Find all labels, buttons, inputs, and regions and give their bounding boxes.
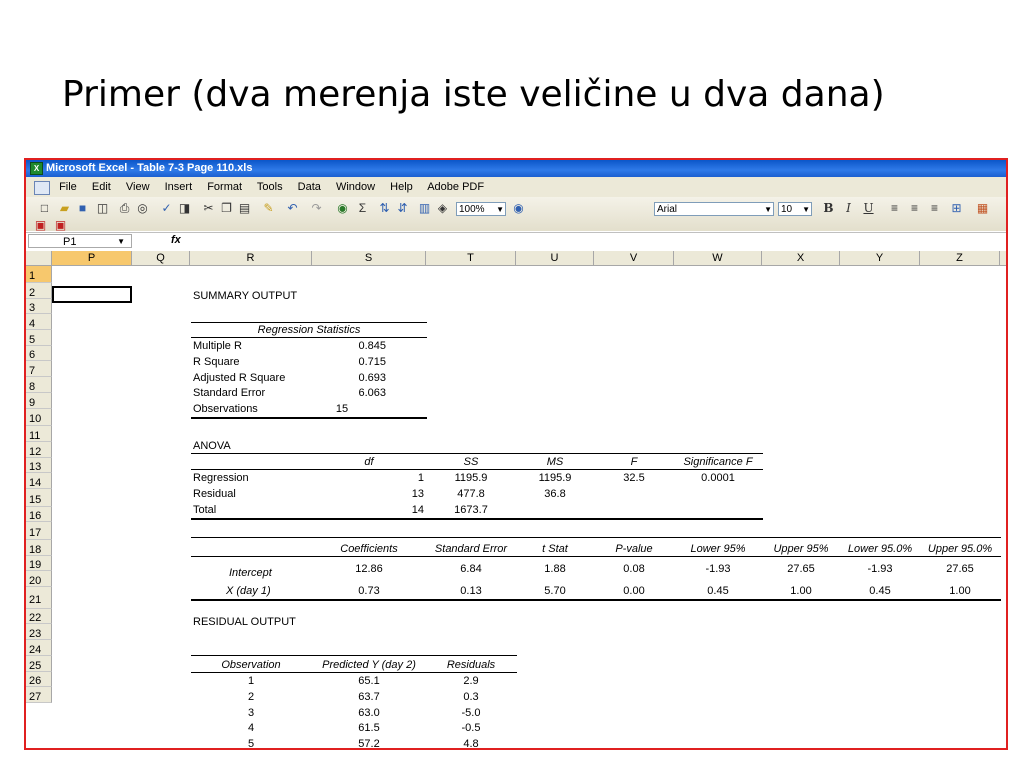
spreadsheet-grid[interactable] (26, 251, 1006, 748)
column-header[interactable]: X (762, 251, 840, 266)
anova-header: SS (463, 456, 479, 468)
zoom-value: 100% (459, 204, 485, 215)
excel-app-icon: X (30, 162, 43, 175)
column-header[interactable]: W (674, 251, 762, 266)
drawing-icon[interactable]: ◈ (437, 201, 448, 215)
residual-pred: 63.0 (358, 707, 380, 719)
underline-button[interactable]: U (863, 201, 874, 215)
autosum-icon[interactable]: Σ (358, 201, 367, 215)
anova-ms: 1195.9 (538, 472, 572, 484)
merge-center-icon[interactable]: ⊞ (951, 201, 962, 215)
row-header[interactable]: 26 (26, 672, 52, 687)
currency-icon[interactable]: ▦ (976, 201, 989, 215)
fx-icon[interactable]: fx (171, 234, 181, 246)
coef-value: -1.93 (867, 563, 893, 575)
menu-bar (26, 177, 1006, 197)
anova-row-label: Regression (193, 472, 249, 484)
reg-stat-label: Standard Error (193, 387, 266, 399)
coef-header: Coefficients (340, 543, 398, 555)
table-rule (191, 417, 427, 419)
coef-value: 6.84 (460, 563, 482, 575)
formula-bar (26, 232, 1006, 252)
coef-header: t Stat (542, 543, 568, 555)
row-header[interactable]: 16 (26, 507, 52, 522)
redo-icon[interactable]: ↷ (311, 201, 322, 215)
coef-row-label: Intercept (229, 567, 272, 579)
row-header[interactable]: 7 (26, 361, 52, 377)
anova-title: ANOVA (193, 440, 231, 452)
row-header[interactable]: 5 (26, 330, 52, 346)
table-rule (191, 469, 763, 470)
column-header[interactable]: Z (920, 251, 1000, 266)
anova-header: F (630, 456, 638, 468)
residual-value: -0.5 (461, 722, 481, 734)
row-header[interactable]: 20 (26, 571, 52, 587)
row-header[interactable]: 13 (26, 458, 52, 473)
coef-value: 1.88 (544, 563, 566, 575)
column-header-partial[interactable] (1000, 251, 1008, 266)
copy-icon[interactable]: ❐ (221, 201, 232, 215)
anova-df: 13 (411, 488, 424, 500)
anova-ss: 477.8 (457, 488, 485, 500)
anova-ms: 36.8 (544, 488, 566, 500)
name-box-value: P1 (63, 236, 77, 248)
reg-stat-label: Multiple R (193, 340, 242, 352)
reg-stat-label: R Square (193, 356, 240, 368)
menu-data[interactable]: Data (297, 181, 321, 193)
coef-value: -1.93 (705, 563, 731, 575)
coef-value: 0.13 (460, 585, 482, 597)
row-header[interactable]: 11 (26, 426, 52, 442)
reg-stat-value: 0.693 (358, 372, 386, 384)
reg-stats-header: Regression Statistics (257, 324, 361, 336)
column-header[interactable]: V (594, 251, 674, 266)
coef-value: 27.65 (946, 563, 974, 575)
table-rule (191, 599, 1001, 601)
table-rule (191, 655, 517, 656)
row-header[interactable]: 1 (26, 266, 52, 283)
row-header[interactable]: 10 (26, 409, 52, 426)
menu-format[interactable]: Format (207, 181, 243, 193)
table-rule (191, 453, 763, 454)
menu-file[interactable]: File (59, 181, 77, 193)
menu-tools[interactable]: Tools (256, 181, 283, 193)
coef-header: Lower 95% (690, 543, 746, 555)
summary-title: SUMMARY OUTPUT (193, 290, 298, 302)
anova-header: Significance F (683, 456, 753, 468)
residual-obs: 2 (247, 691, 255, 703)
save-icon[interactable]: ■ (78, 201, 87, 215)
anova-row-label: Total (193, 504, 217, 516)
chevron-down-icon: ▼ (496, 205, 504, 214)
row-header[interactable]: 27 (26, 687, 52, 703)
reg-stat-label: Adjusted R Square (193, 372, 286, 384)
menu-adobe-pdf[interactable]: Adobe PDF (427, 181, 485, 193)
menu-edit[interactable]: Edit (91, 181, 111, 193)
residual-obs: 4 (247, 722, 255, 734)
anova-row-label: Residual (193, 488, 236, 500)
spelling-icon[interactable]: ✓ (161, 201, 172, 215)
coef-value: 0.45 (707, 585, 729, 597)
chart-wizard-icon[interactable]: ▥ (418, 201, 431, 215)
reg-stat-value: 15 (335, 403, 349, 415)
column-header[interactable]: U (516, 251, 594, 266)
italic-button[interactable]: I (846, 201, 851, 215)
help-icon[interactable]: ◉ (513, 201, 524, 215)
table-rule (191, 337, 427, 338)
coef-row-label: X (day 1) (226, 585, 271, 597)
residual-title: RESIDUAL OUTPUT (193, 616, 296, 628)
font-value: Arial (657, 204, 678, 215)
sort-descending-icon[interactable]: ⇵ (397, 201, 408, 215)
name-box[interactable] (28, 234, 132, 248)
column-header[interactable]: S (312, 251, 426, 266)
document-icon[interactable] (34, 181, 50, 195)
coef-header: Upper 95% (773, 543, 829, 555)
column-header[interactable]: Y (840, 251, 920, 266)
residual-value: 4.8 (463, 738, 479, 750)
chevron-down-icon: ▼ (117, 237, 125, 246)
residual-value: 0.3 (463, 691, 479, 703)
row-header[interactable]: 12 (26, 442, 52, 458)
bold-button[interactable]: B (823, 201, 834, 215)
row-header[interactable]: 19 (26, 556, 52, 571)
anova-df: 14 (411, 504, 424, 516)
row-header[interactable]: 25 (26, 656, 52, 672)
cut-icon[interactable]: ✂ (203, 201, 214, 215)
column-header[interactable]: R (190, 251, 312, 266)
row-header[interactable]: 8 (26, 377, 52, 393)
coef-value: 0.08 (623, 563, 645, 575)
window-title: Microsoft Excel - Table 7-3 Page 110.xls (46, 162, 253, 174)
align-right-icon[interactable]: ≡ (930, 201, 938, 215)
coef-value: 0.00 (623, 585, 645, 597)
row-header[interactable]: 3 (26, 299, 52, 314)
selected-cell-p1[interactable] (52, 286, 132, 303)
row-header[interactable]: 17 (26, 522, 52, 540)
table-rule (191, 672, 517, 673)
font-size-value: 10 (781, 204, 793, 215)
residual-header: Residuals (446, 659, 496, 671)
table-rule (191, 518, 763, 520)
menu-insert[interactable]: Insert (164, 181, 193, 193)
print-preview-icon[interactable]: ◎ (137, 201, 148, 215)
anova-ss: 1673.7 (454, 504, 488, 516)
row-header[interactable]: 18 (26, 540, 52, 556)
row-header[interactable]: 24 (26, 640, 52, 656)
slide-title: Primer (dva merenja iste veličine u dva dana) (62, 74, 885, 115)
residual-obs: 5 (247, 738, 255, 750)
menu-view[interactable]: View (125, 181, 150, 193)
new-icon[interactable]: □ (40, 201, 49, 215)
row-header[interactable]: 6 (26, 346, 52, 361)
paste-icon[interactable]: ▤ (238, 201, 251, 215)
residual-obs: 1 (247, 675, 255, 687)
menu-window[interactable]: Window (335, 181, 376, 193)
anova-ss: 1195.9 (454, 472, 488, 484)
residual-pred: 63.7 (358, 691, 380, 703)
chevron-down-icon: ▼ (764, 205, 772, 214)
anova-sig: 0.0001 (701, 472, 735, 484)
reg-stat-value: 0.845 (358, 340, 386, 352)
align-left-icon[interactable]: ≡ (890, 201, 898, 215)
menu-help[interactable]: Help (390, 181, 413, 193)
table-rule (191, 556, 1001, 557)
table-rule (191, 322, 427, 323)
anova-header: MS (546, 456, 564, 468)
row-header[interactable]: 4 (26, 314, 52, 330)
coef-value: 12.86 (355, 563, 383, 575)
pdf-email-icon[interactable]: ▣ (54, 218, 67, 232)
zoom-select[interactable] (456, 202, 506, 216)
coef-value: 27.65 (787, 563, 815, 575)
select-all-corner[interactable] (26, 251, 52, 266)
reg-stat-value: 0.715 (358, 356, 386, 368)
column-header[interactable]: T (426, 251, 516, 266)
row-header[interactable]: 14 (26, 473, 52, 489)
coef-header: P-value (615, 543, 653, 555)
coef-header: Standard Error (434, 543, 508, 555)
residual-header: Predicted Y (day 2) (322, 659, 416, 671)
table-rule (191, 537, 1001, 538)
excel-screenshot (24, 158, 1008, 750)
row-header[interactable]: 22 (26, 609, 52, 624)
row-header[interactable]: 15 (26, 489, 52, 507)
coef-value: 0.45 (869, 585, 891, 597)
row-header[interactable]: 9 (26, 393, 52, 409)
pdf-convert-icon[interactable]: ▣ (34, 218, 47, 232)
coef-value: 0.73 (358, 585, 380, 597)
toolbar (26, 197, 1006, 231)
open-icon[interactable]: ▰ (59, 201, 70, 215)
residual-pred: 61.5 (358, 722, 380, 734)
permission-icon[interactable]: ◫ (96, 201, 109, 215)
align-center-icon[interactable]: ≡ (910, 201, 918, 215)
anova-header: df (364, 456, 374, 468)
row-header[interactable]: 23 (26, 624, 52, 640)
row-header[interactable]: 2 (26, 283, 52, 299)
coef-value: 1.00 (949, 585, 971, 597)
residual-pred: 57.2 (358, 738, 380, 750)
research-icon[interactable]: ◨ (178, 201, 191, 215)
residual-value: 2.9 (463, 675, 479, 687)
window-titlebar (26, 160, 1006, 177)
font-size-select[interactable] (778, 202, 812, 216)
column-header[interactable]: Q (132, 251, 190, 266)
font-select[interactable] (654, 202, 774, 216)
residual-value: -5.0 (461, 707, 481, 719)
coef-value: 5.70 (544, 585, 566, 597)
anova-df: 1 (417, 472, 424, 484)
row-header[interactable]: 21 (26, 587, 52, 609)
print-icon[interactable]: ⎙ (119, 201, 130, 215)
coef-value: 1.00 (790, 585, 812, 597)
column-header[interactable]: P (52, 251, 132, 266)
sort-ascending-icon[interactable]: ⇅ (379, 201, 390, 215)
anova-f: 32.5 (623, 472, 645, 484)
residual-pred: 65.1 (358, 675, 380, 687)
coef-header: Upper 95.0% (927, 543, 993, 555)
residual-obs: 3 (247, 707, 255, 719)
reg-stat-label: Observations (193, 403, 258, 415)
hyperlink-icon[interactable]: ◉ (337, 201, 348, 215)
residual-header: Observation (221, 659, 281, 671)
reg-stat-value: 6.063 (358, 387, 386, 399)
coef-header: Lower 95.0% (847, 543, 913, 555)
undo-icon[interactable]: ↶ (287, 201, 298, 215)
chevron-down-icon: ▼ (802, 205, 810, 214)
format-painter-icon[interactable]: ✎ (263, 201, 274, 215)
